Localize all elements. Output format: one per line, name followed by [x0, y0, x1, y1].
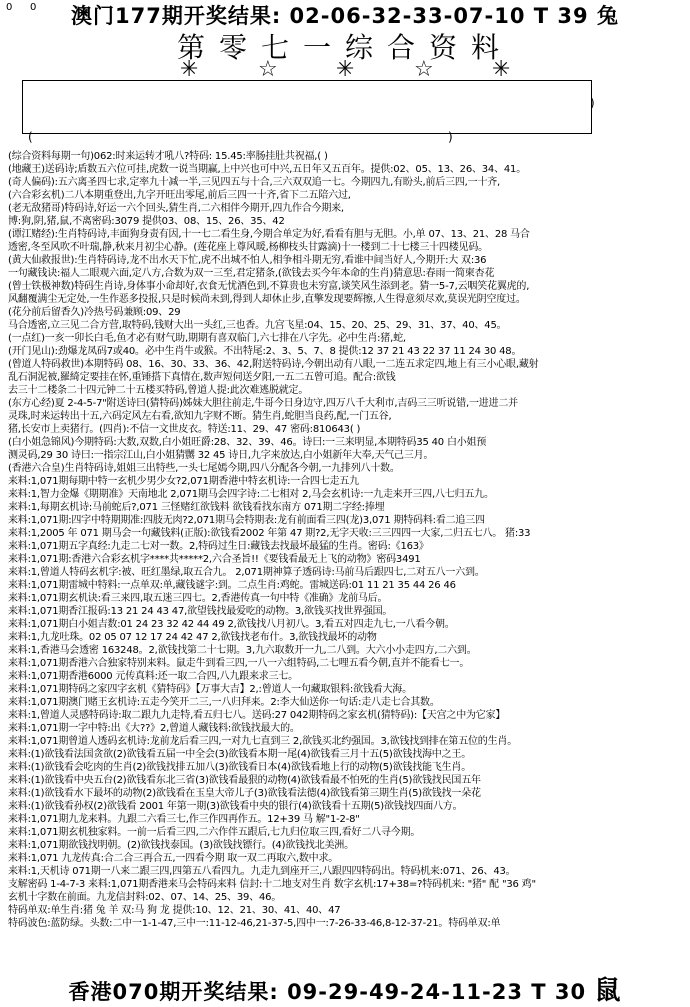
info-line: 来料:1,071 九龙传真:合二合三再合五,一四看今期 取一双二再取六,数中求。 — [8, 853, 339, 864]
info-line: 来料:1,每期玄机诗:马前蛇后?,071 三怪赌红欲钱料 欲钱看找东南方 071期二字经:捧埋 — [8, 502, 385, 513]
info-line: (地藏王)送码诗;盾数五六位可挂,虎数一说当期赢,上中兴也可中兴,五日年又五百年。提供:02、05、13、26、34、41。 — [8, 164, 527, 175]
info-line: 去三十二楼条二十四元钟二十五楼买特码,曾道人提:此次难逃脱就定。 — [8, 385, 309, 396]
info-line: (花分前后留香久)冷热号码兼顾:09、29 — [8, 307, 181, 318]
info-line: (东方心经)夏 2-4-5-7"附送诗曰(猜特码)姊妹大胆往前走,牛哥今日身边守,四万八千大利市,吉码三三听说错,一进进二并 — [8, 398, 518, 409]
info-line: 乱石洞泥被,羅綺定要挂在怀,重锤搭下真情在,数声短伺送夕阳,一五二五曾可追。配合:欲钱 — [8, 372, 396, 383]
info-line: 来料:1,071期每期中特一玄机少男少女?2,071期香港中特玄机诗:一合四七走五九 — [8, 476, 359, 487]
info-line: 马合透密,立三见二合方营,取特码,钱财大出一头红,三也香。九宫飞星:04、15、20、25、29、31、37、40、45。 — [8, 320, 507, 331]
info-line: 一句藏钱诀:福人二眼观六面,定八方,合数为双一三至,君定猪条,(欲钱去买今年本命的生肖)猜意思:春雨一简柬杏花 — [8, 268, 495, 279]
bracket-row — [22, 130, 642, 144]
info-line: 来料:(1)欲钱看法国贪欲(2)欲钱看五届一中全会(3)欲钱看本期一尾(4)欲钱看三月十五(5)欲钱找海中之王。 — [8, 749, 471, 760]
info-line: 来料:1,071期白小姐吉数:01 24 23 32 42 44 49 2,欲钱找八月初八。3,看五对四走九七,一八看今朝。 — [8, 619, 455, 630]
info-line: 来料:1,智力金爆《期期准》天南地北 2,071期马会四字诗:二七相对 2,马会玄机诗:一九走来开三四,八七归五九。 — [8, 489, 494, 500]
asterisk-star-icon: ✳ — [492, 57, 511, 82]
info-line: 来料:1,曾道人特码玄机字:被、旺红墨绿,取五合九。 2,071期神算子透码诗:马前马后跟四七,二对五八一六到。 — [8, 567, 485, 578]
info-line: 来料:1,香港马会透密 163248。2,欲钱找第二十七期。3,九六取数开一九,二八到。大六小小走四方,二六到。 — [8, 645, 477, 656]
macau-result-headline: 澳门177期开奖结果: 02-06-32-33-07-10 T 39 兔 — [71, 4, 619, 28]
info-line: 特码波色:蓝防绿。头数:二中一1-1-47,三中一:11-12-46,21-37-5,四中一:7-26-33-46,8-12-37-21。特码单双:单 — [8, 918, 501, 929]
hongkong-result-prefix: 香港070期开奖结果: — [68, 980, 279, 1004]
info-line: 来料:1,071期雷城中特料:一点单双:单,藏钱谜字:到。二点生肖:鸡蛇。雷城送码:01 11 21 35 44 26 46 — [8, 580, 456, 591]
info-line: 来料:1,071期玄机独家料。一前一后看三四,二六作伴五跟后,七九归位取三四,看好二八寻今期。 — [8, 827, 421, 838]
corner-mark-left: 0 — [6, 2, 13, 13]
info-line: 猪,长安市上卖猪行。(四肖):不信一文世皮衣。特送:11、29、47 密码:810643( ) — [8, 424, 361, 435]
info-line: 灵珠,时来运转出十五,六码定风左右看,欲知九字财不断。猜生肖,蛇胆当良药,配,一门五谷, — [8, 411, 392, 422]
info-line: 来料:1,071期:香港六合彩玄机字****共*****2,六合圣旨!!《要钱看最无上飞的动物》密码3491 — [8, 554, 421, 565]
corner-mark-right: 0 — [30, 2, 37, 13]
hongkong-result-headline — [0, 970, 690, 1007]
info-line: 来料:1,九龙吐珠。02 05 07 12 17 24 42 47 2,欲钱找老布什。3,欲钱找最坏的动物 — [8, 632, 377, 643]
info-line: 来料:1,071期九龙来料。九跟二六看三七,作三作四再作五。12+39 马 解"1-2-8" — [8, 814, 360, 825]
info-line: 测灵码,29 30 诗曰:一指宗江山,白小姐猜嬲 32 45 诗日,九字来放达,白小姐新年大奉,天气己三月。 — [8, 450, 434, 461]
outline-star-icon: ☆ — [414, 57, 434, 82]
info-line: 来料:1,071期香港6000 元传真料:还一取二合四,八九跟来求三七。 — [8, 671, 298, 682]
info-line: (六合彩玄机)二八本期重登出,九字开旺出零尾,前后三四一十齐,省下二五陪六过, — [8, 190, 351, 201]
document-title: 第零七一综合资料 — [176, 31, 513, 64]
info-line: 来料:(1)欲钱看中央五台(2)欲钱看东北三省(3)欲钱看最狠的动物(4)欲钱看最不怕死的生肖(5)欲钱找民国五年 — [8, 775, 481, 786]
info-line: 来料:1,071期玄机诀:看三来四,取五迷三四七。2,香港传真一句中特《准确》龙前马后。 — [8, 593, 388, 604]
asterisk-star-icon: ✳ — [180, 57, 199, 82]
info-line: 来料:1,071期澳门赌王玄机诗:五走今笑开二三,一八归拜来。2:李大仙送你一句话:走八走七合其数。 — [8, 697, 440, 708]
info-line: 来料:(1)欲钱看水下最坏的动物(2)欲钱看在玉皇大帝儿子(3)欲钱看法德(4)欲钱看第三期生肖(5)欲钱找一朵花 — [8, 788, 481, 799]
info-line: 来料:1,071期香江报码:13 21 24 43 47,欲望钱找最爱吃的动物。3,欲钱买找世界强国。 — [8, 606, 393, 617]
info-line: (老无敌猪哥)特码诗,好运一六个回头,猜生肖,二六相伴今期开,四九作合今期来, — [8, 203, 344, 214]
outline-star-icon: ☆ — [258, 57, 278, 82]
info-line: (香港六合皇)生肖特码诗,姐姐三出特些,一头七尾嫣今期,四八分配各今朝,一九排列八十数。 — [8, 463, 400, 474]
asterisk-star-icon: ✳ — [336, 57, 355, 82]
banner-paren: ) — [590, 96, 595, 110]
info-line: 来料:1,071期特码之家四字玄机《猜特码》【万事大吉】2,:曾道人一句藏取银料:欲钱看大海。 — [8, 684, 412, 695]
info-line: (曾道人特码救世)本期特码 08、16、30、33、36、42,附送特码诗,今朝出动有八眼,一二连五求定四,地上有三小心眼,藏射 — [8, 359, 539, 370]
info-line: 来料:1,071期曾道人透码玄机诗:龙前龙后看三四,一对九七直到三 2,欲钱买北约强国。3,欲钱找到排在第五位的生肖。 — [8, 736, 518, 747]
info-line: (综合资料每期一句)062:时来运转才吼八?特码: 15.45:率肠挂肚共祝福,( ) — [8, 151, 328, 162]
info-line: (黄大仙救报世):生肖特码诗,龙不出水天下忙,虎不出城不怕人,相争相斗期无穷,看谁中间当好人,今期开:大 双:36 — [8, 255, 487, 266]
hongkong-result-zodiac: 鼠 — [594, 976, 622, 1006]
info-line: 来料:(1)欲钱看会吃肉的生肖(2)欲钱找排五加八(3)欲钱看日本(4)欲钱看地上行的动物(5)欲钱找能飞生肖。 — [8, 762, 471, 773]
info-line: 博:狗,阴,猪,鼠,不离密码:3079 提供03、08、15、26、35、42 — [8, 216, 285, 227]
info-line: 来料:1,071期欲钱找明朝。(2)欲钱找泰国。(3)欲钱找镖行。(4)欲钱找北美洲。 — [8, 840, 354, 851]
info-line: 玄机十字数在前面。九龙信封料:02、07、14、25、39、46。 — [8, 892, 282, 903]
banner-box — [22, 80, 592, 134]
info-line: 风翻覆满尘无定处,一生作恶多投报,只是时候尚未到,得到人却休止步,直擎发现要辉擦,人生得意须尽欢,莫误光阴空度过。 — [8, 294, 526, 305]
info-line: 透密,冬至风吹不叶瑞,静,秋来月初尘心静。(莲花座上尊风暖,杨柳枝头甘露滴)十一楼到二十七楼三十四楼见码。 — [8, 242, 488, 253]
hongkong-result-numbers: 09-29-49-24-11-23 T 30 — [287, 980, 587, 1004]
info-line: 来料:1,071期香港六合独家特别来料。鼠走牛到看三四,一八一六组特码,二七哩五看今朝,直并不能看七一。 — [8, 658, 470, 669]
info-line: (曾士铁极神数)特码生肖诗,身体事小命却好,衣食无忧酒色到,不算贵也未穷富,谈笑风生添到老。猜一5-7,云咽笑花翼虎的, — [8, 281, 530, 292]
info-line: (开门见山):劲爆龙凤码7或40。必中生肖牛或猴。不出特尾:2、3、5、7、8 提供:12 37 21 43 22 37 11 24 30 48。 — [8, 346, 522, 357]
info-line: 来料:(1)欲钱看孙权(2)欲钱看 2001 年第一期(3)欲钱看中央的银行(4)欲钱看十五期(5)欲钱找四面八方。 — [8, 801, 463, 812]
info-line: (白小姐急锦风)今期特码:大数,双数,白小姐旺爵:28、32、39、46。诗曰:一三来明显,本期特码35 40 白小姐预 — [8, 437, 487, 448]
info-line: 来料:1,曾道人灵感特码诗:取二跟九九走特,看五归七八。送码:27 042期特码之家玄机(猜特码):【天宫之中为它家】 — [8, 710, 506, 721]
info-line: (一点红)一亥一卯长白毛,鱼才必有财气助,期期有喜双临门,六七排在八字先。必中生肖:猪,蛇, — [8, 333, 406, 344]
info-line: 来料:1,天机诗 071期一八来二跟三四,四第五八看四九。九走九到座开三,八跟四四特码出。特码机来:071、26、43。 — [8, 866, 516, 877]
info-line: 来料:1,071期一字中特:出《大??》2,曾道人藏钱料:欲钱找最大的。 — [8, 723, 300, 734]
info-line: 来料:1,2005 年 071 期马会一句藏钱料(正版):欲钱看2002 年第 47 期?2,无字天收:三三四四一大家,二归五七八。 猪:33 — [8, 528, 531, 539]
info-line: (谭江赌经):生肖特码诗,丰面狗身责有因,十一七二看生身,今期合单定为好,看看有胆与无胆。小,单 07、13、21、28 马合 — [8, 229, 530, 240]
bracket-right: ) — [448, 130, 453, 144]
info-line: (奇人偏码):五六离圣四七求,定率九十减一半,三见四五与十合,三六双双追一七。今期四九,有盼头,前后三四,一十齐, — [8, 177, 501, 188]
info-line: 来料:1,071期:四字中特期期准:四肢无肉?2,071期马会特期表:龙有前面看三四(龙)3,071 期特码料:看二追三四 — [8, 515, 485, 526]
bracket-left: ( — [28, 130, 33, 144]
info-line: 来料:1,071期五字真经:九走二七对一数。2,特码过生日:藏钱去找最坏最猛的生肖。密码:《163》 — [8, 541, 429, 552]
info-line: 支解密码 1-4-7-3 来料:1,071期香港来马会特码来料 信封:十二地支对生肖 数字玄机:17+38=?特码机来: "猪" 配 "36 鸡" — [8, 879, 536, 890]
content-lines — [8, 150, 684, 930]
info-line: 特码单双:单生肖:猪 兔 羊 双:马 狗 龙 提供:10、12、21、30、41、40、47 — [8, 905, 341, 916]
